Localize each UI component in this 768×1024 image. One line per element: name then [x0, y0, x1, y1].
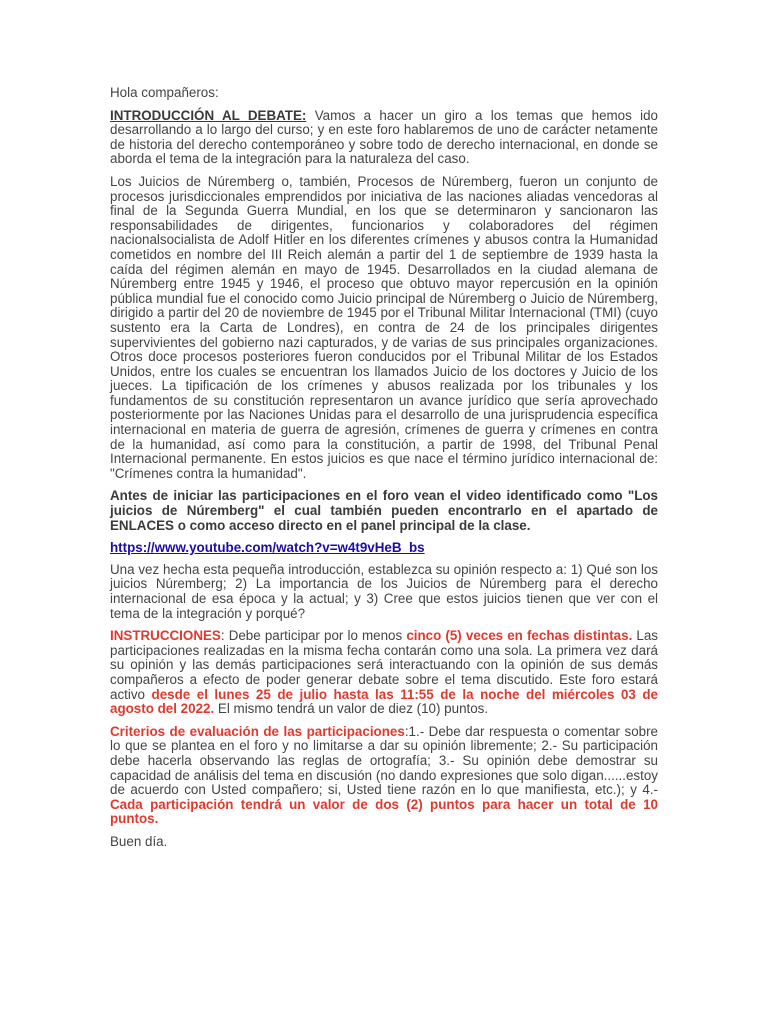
intro-text: Vamos a hacer un giro a los temas que hemos ido desarrollando a lo largo del curso; y en este foro hablaremos de uno de carácter netamente de historia del derecho contemporáneo y sobre todo de derecho internacional, en donde se aborda el tema de la integración para la naturaleza del caso. [110, 107, 658, 167]
greeting: Hola compañeros: [110, 85, 219, 100]
criteria-highlight: Cada participación tendrá un valor de dos (2) puntos para hacer un total de 10 puntos. [110, 796, 658, 827]
criteria-text: :1.- Debe dar respuesta o comentar sobre lo que se plantea en el foro y no limitarse a dar su opinión libremente; 2.- Su participación debe hacerla observando las reglas de ortografía; 3.- Su opinión debe demostrar su capacidad de análisis del tema en discusión (no dando expresiones que solo digan......estoy de acuerdo con Usted compañero; si, Usted tiene razón en lo que manifiesta, etc.); y 4.- [110, 723, 658, 798]
video-instruction: Antes de iniciar las participaciones en el foro vean el video identificado como "Los juicios de Núremberg" el cual también pueden encontrarlo en el apartado de ENLACES o como acceso directo en el panel principal de la clase. [110, 488, 658, 533]
questions-paragraph: Una vez hecha esta pequeña introducción, establezca su opinión respecto a: 1) Qué son los juicios Núremberg; 2) La importancia de los Juicios de Núremberg para el derecho internacional de esa época y la actual; y 3) Cree que estos juicios tienen que ver con el tema de la integración y porqué? [110, 561, 658, 621]
intro-paragraph [110, 109, 658, 167]
criteria-heading: Criterios de evaluación de las participaciones [110, 723, 405, 739]
closing: Buen día. [110, 833, 168, 849]
criteria-paragraph [110, 725, 658, 827]
video-link-line [110, 541, 658, 556]
instructions-paragraph [110, 629, 658, 717]
intro-heading: INTRODUCCIÓN AL DEBATE: [110, 107, 307, 123]
instructions-text-3: El mismo tendrá un valor de diez (10) puntos. [214, 701, 489, 717]
instructions-text-1: : Debe participar por lo menos [220, 628, 407, 644]
document-body [110, 86, 658, 858]
instructions-highlight-1: cinco (5) veces en fechas distintas. [406, 628, 633, 644]
video-link[interactable]: https://www.youtube.com/watch?v=w4t9vHeB_bs [110, 540, 425, 556]
history-paragraph: Los Juicios de Núremberg o, también, Procesos de Núremberg, fueron un conjunto de procesos jurisdiccionales emprendidos por iniciativa de las naciones aliadas vencedoras al final de la Segunda Guerra Mundial, en los que se determinaron y sancionaron las responsabilidades de dirigentes, funcionarios y colaboradores del régimen nacionalsocialista de Adolf Hitler en los diferentes crímenes y abusos contra la Humanidad cometidos en nombre del III Reich alemán a partir del 1 de septiembre de 1939 hasta la caída del régimen alemán en mayo de 1945. Desarrollados en la ciudad alemana de Núremberg entre 1945 y 1946, el proceso que obtuvo mayor repercusión en la opinión pública mundial fue el conocido como Juicio principal de Núremberg o Juicio de Núremberg, dirigido a partir del 20 de noviembre de 1945 por el Tribunal Militar Internacional (TMI) (cuyo sustento era la Carta de Londres), en contra de 24 de los principales dirigentes supervivientes del gobierno nazi capturados, y de varias de sus principales organizaciones. Otros doce procesos posteriores fueron conducidos por el Tribunal Militar de los Estados Unidos, entre los cuales se encuentran los llamados Juicio de los doctores y Juicio de los jueces. La tipificación de los crímenes y abusos realizada por los tribunales y los fundamentos de su constitución representaron un avance jurídico que sería aprovechado posteriormente por las Naciones Unidas para el desarrollo de una jurisprudencia específica internacional en materia de guerra de agresión, crímenes de guerra y crímenes en contra de la humanidad, así como para la constitución, a partir de 1998, del Tribunal Penal Internacional permanente. En estos juicios es que nace el término jurídico internacional de: "Crímenes contra la humanidad". [110, 173, 658, 481]
instructions-text-2: Las participaciones realizadas en la misma fecha contarán como una sola. La primera vez dará su opinión y las demás participaciones será interactuando con la opinión de sus demás compañeros a efecto de poder generar debate sobre el tema discutido. Este foro estará activo [110, 628, 658, 702]
instructions-highlight-2: desde el lunes 25 de julio hasta las 11:55 de la noche del miércoles 03 de agosto del 2022. [110, 686, 659, 717]
instructions-heading: INSTRUCCIONES [110, 628, 221, 644]
